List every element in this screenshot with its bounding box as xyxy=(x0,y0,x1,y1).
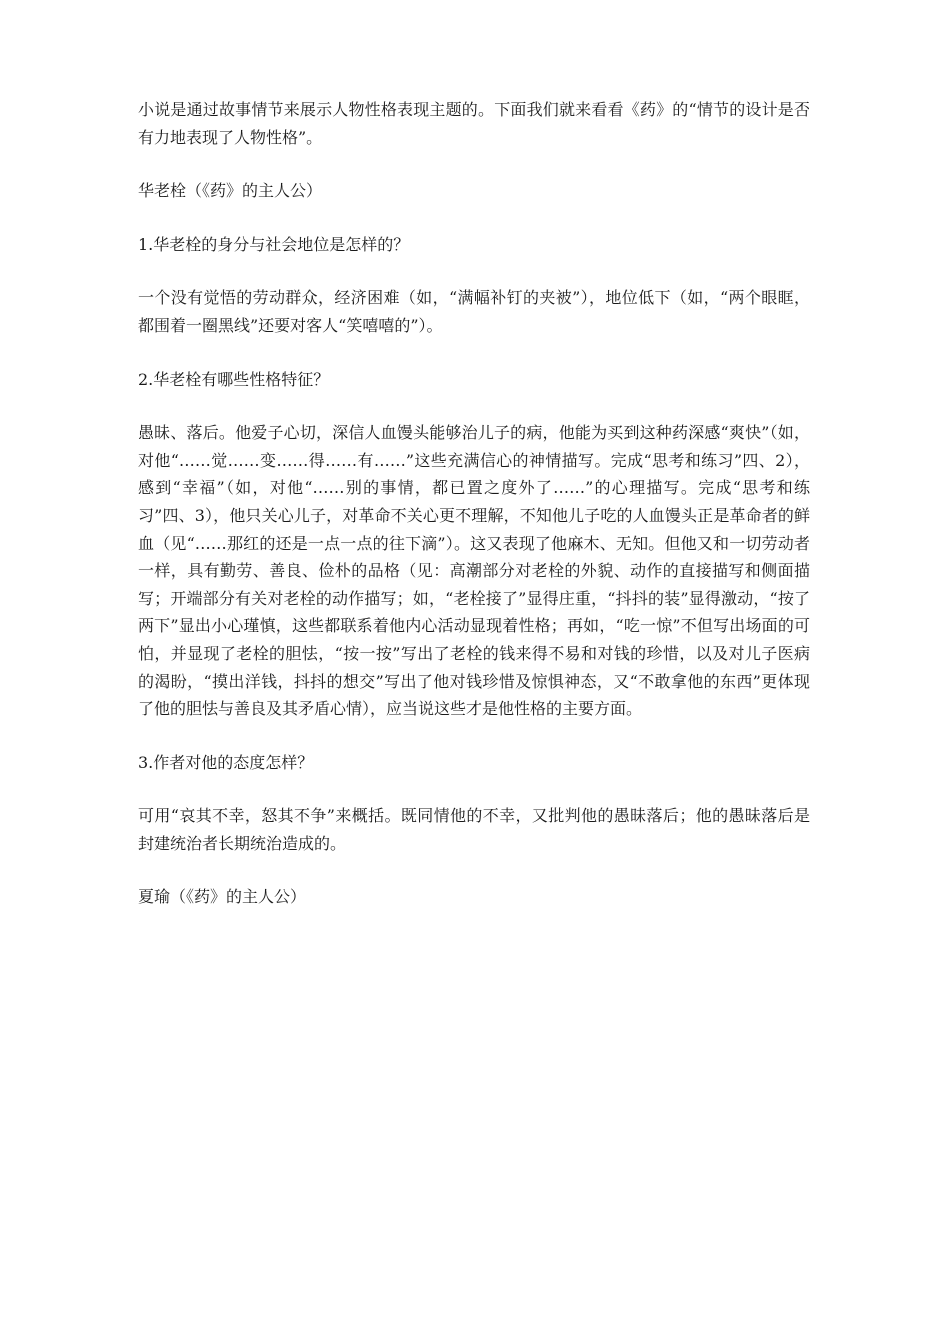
question-1: 1.华老栓的身分与社会地位是怎样的？ xyxy=(138,234,410,254)
question-2: 2.华老栓有哪些性格特征？ xyxy=(138,369,330,389)
intro-paragraph: 小说是通过故事情节来展示人物性格表现主题的。下面我们就来看看《药》的“情节的设计是否有力地表现了人物性格”。 xyxy=(138,100,810,147)
answer-2: 愚昧、落后。他爱子心切，深信人血馒头能够治儿子的病，他能为买到这种药深感“爽快”（如，对他“……觉……变……得……有……”这些充满信心的神情描写。完成“思考和练习”四、2），感到“幸福”（如，对他“……别的事情，都已置之度外了……”的心理描写。完成“思考和练习”四、3），他只关心儿子，对革命不关心更不理解，不知他儿子吃的人血馒头正是革命者的鲜血（见“……那红的还是一点一点的往下滴”）。这又表现了他麻木、无知。但他又和一切劳动者一样，具有勤劳、善良、俭朴的品格（见：高潮部分对老栓的外貌、动作的直接描写和侧面描写；开端部分有关对老栓的动作描写；如，“老栓接了”显得庄重，“抖抖的装”显得激动，“按了两下”显出小心瑾慎，这些都联系着他内心活动显现着性格；再如，“吃一惊”不但写出场面的可怕，并显现了老栓的胆怯，“按一按”写出了老栓的钱来得不易和对钱的珍惜，以及对儿子医病的渴盼，“摸出洋钱，抖抖的想交”写出了他对钱珍惜及惊惧神态，又“不敢拿他的东西”更体现了他的胆怯与善良及其矛盾心情），应当说这些才是他性格的主要方面。 xyxy=(138,423,810,719)
answer-1: 一个没有觉悟的劳动群众，经济困难（如，“满幅补钉的夹被”），地位低下（如，“两个眼眶，都围着一圈黑线”还要对客人“笑嘻嘻的”）。 xyxy=(138,288,810,335)
section-heading-hua-laoshuan: 华老栓（《药》的主人公） xyxy=(138,181,323,201)
document-page xyxy=(138,96,810,911)
question-3: 3.作者对他的态度怎样？ xyxy=(138,752,314,772)
answer-3: 可用“哀其不幸，怒其不争”来概括。既同情他的不幸，又批判他的愚昧落后；他的愚昧落后是封建统治者长期统治造成的。 xyxy=(138,806,810,853)
section-heading-xia-yu: 夏瑜（《药》的主人公） xyxy=(138,887,307,907)
